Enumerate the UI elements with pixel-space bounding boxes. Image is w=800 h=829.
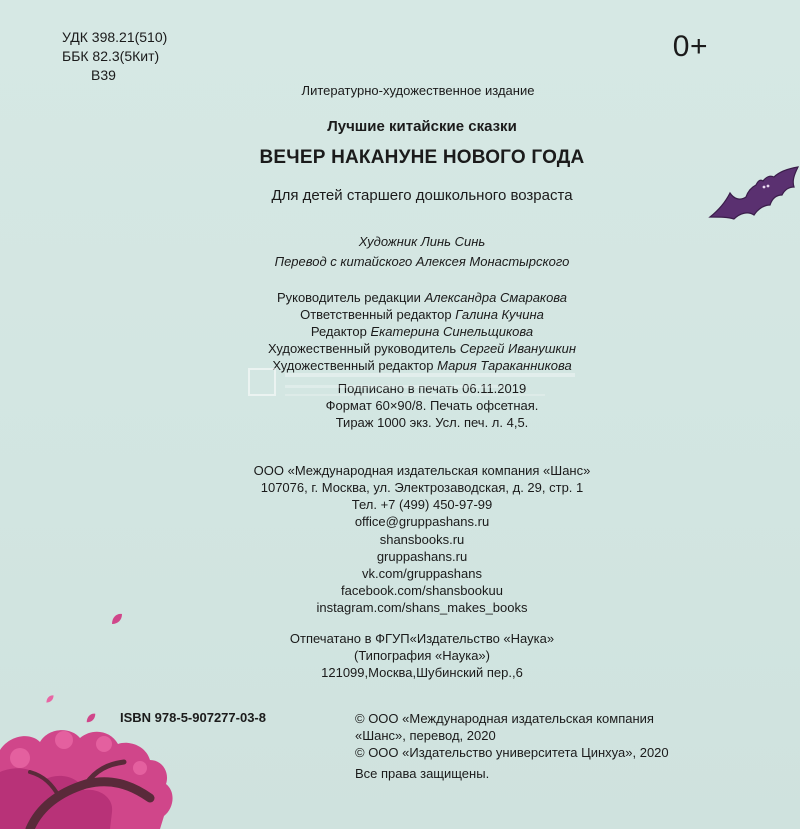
printer-line: 121099,Москва,Шубинский пер.,6 — [321, 665, 523, 680]
publisher-name: ООО «Международная издательская компания «Шанс» — [253, 463, 591, 478]
series-title: Лучшие китайские сказки — [327, 118, 517, 135]
tree-illustration — [0, 680, 240, 829]
link-facebook: facebook.com/shansbookuu — [341, 583, 503, 598]
publisher-phone: Тел. +7 (499) 450-97-99 — [351, 497, 493, 512]
staff-name: Сергей Иванушкин — [459, 341, 577, 356]
petal-icon — [110, 612, 124, 626]
petal-icon — [45, 694, 55, 704]
staff-name: Галина Кучина — [455, 307, 544, 322]
web-links — [0, 531, 800, 616]
staff-line — [22, 289, 800, 306]
audience-note: Для детей старшего дошкольного возраста — [271, 187, 573, 204]
staff-role: Редактор — [310, 324, 367, 339]
printer-line: Отпечатано в ФГУП«Издательство «Наука» — [289, 631, 555, 646]
publisher-email: office@gruppashans.ru — [354, 514, 490, 529]
age-rating: 0+ — [672, 30, 708, 63]
rights-notice: Все права защищены. — [355, 766, 490, 781]
link-website: shansbooks.ru — [379, 532, 465, 547]
printer-line: (Типография «Наука») — [353, 648, 490, 663]
staff-role: Художественный редактор — [272, 358, 434, 373]
author-mark: В39 — [91, 67, 116, 83]
isbn: ISBN 978-5-907277-03-8 — [120, 710, 266, 725]
format: Формат 60×90/8. Печать офсетная. — [325, 398, 539, 413]
print-run: Тираж 1000 экз. Усл. печ. л. 4,5. — [335, 415, 529, 430]
petal-icon — [124, 744, 134, 754]
link-vk: vk.com/gruppashans — [362, 566, 482, 581]
udk-code: УДК 398.21(510) — [62, 29, 168, 45]
staff-name: Александра Смаракова — [424, 290, 568, 305]
link-instagram: instagram.com/shans_makes_books — [316, 600, 528, 615]
bbk-code: ББК 82.3(5Кит) — [62, 48, 160, 64]
signed-date: Подписано в печать 06.11.2019 — [337, 381, 527, 396]
staff-role: Ответственный редактор — [300, 307, 452, 322]
staff-line — [22, 340, 800, 357]
copyright-notice — [355, 710, 669, 761]
credits — [0, 232, 800, 272]
artist-credit: Художник Линь Синь — [358, 234, 486, 249]
copyright-line: «Шанс», перевод, 2020 — [355, 728, 496, 743]
bat-illustration — [708, 165, 800, 230]
staff-name: Екатерина Синельщикова — [370, 324, 534, 339]
copyright-line: © ООО «Международная издательская компания — [355, 711, 654, 726]
staff-line — [22, 323, 800, 340]
publication-type: Литературно-художественное издание — [301, 83, 535, 98]
translation-credit: Перевод с китайского Алексея Монастырского — [274, 254, 570, 269]
scan-watermark — [245, 363, 580, 405]
classification-codes — [62, 28, 167, 85]
publisher-address: 107076, г. Москва, ул. Электрозаводская, д. 29, стр. 1 — [260, 480, 584, 495]
petal-icon — [85, 712, 97, 724]
staff-role: Руководитель редакции — [276, 290, 421, 305]
link-group-site: gruppashans.ru — [376, 549, 468, 564]
staff-line — [22, 306, 800, 323]
book-title: ВЕЧЕР НАКАНУНЕ НОВОГО ГОДА — [259, 147, 585, 168]
copyright-line: © ООО «Издательство университета Цинхуа», 2020 — [355, 745, 669, 760]
staff-role: Художественный руководитель — [267, 341, 457, 356]
staff-name: Мария Тараканникова — [437, 358, 572, 373]
publisher-info — [0, 462, 800, 530]
printer-info — [0, 630, 800, 681]
editorial-staff — [0, 289, 800, 374]
